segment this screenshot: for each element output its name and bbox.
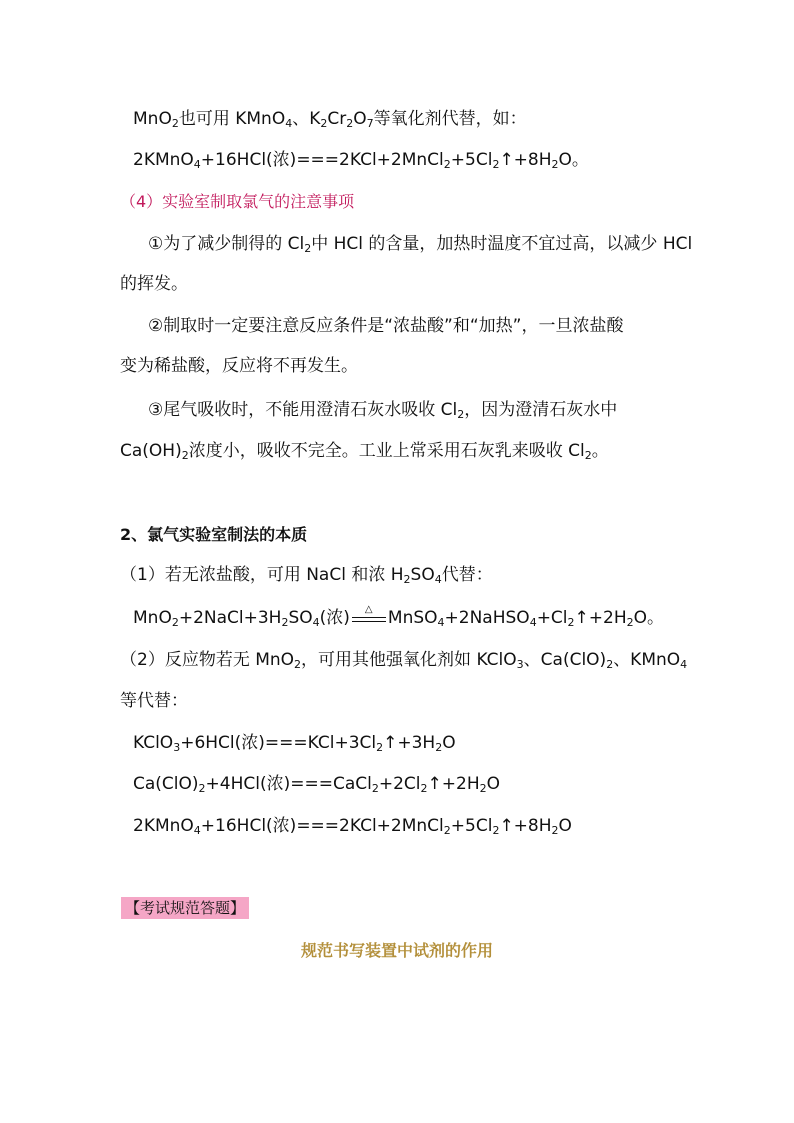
note-2-cont: 变为稀盐酸，反应将不再发生。 (120, 356, 358, 376)
note-3-cont: $Ca(OH)_2$浓度小，吸收不完全。工业上常采用石灰乳来吸收 $Cl_2$。 (120, 441, 609, 462)
equation-kclo3: KClO$_3$+6HCl(浓)$===KCl+3Cl_2↑+3H_2O$ (133, 733, 456, 754)
heating-equals-sign: △ (352, 611, 386, 625)
exam-tag: 【考试规范答题】 (121, 897, 249, 919)
line-1: MnO$_2$也可用 KMnO$_4$、$K_2Cr_2O_7$等氧化剂代替，如： (133, 109, 527, 130)
note-1-cont: 的挥发。 (120, 274, 188, 294)
section-heading: 规范书写装置中试剂的作用 (300, 941, 493, 960)
item-2-cont: 等代替： (120, 691, 188, 711)
note-1: ①为了减少制得的 $Cl_2$中 HCl 的含量，加热时温度不宜过高，以减少 HCl (148, 234, 693, 255)
section-4-title: （4）实验室制取氯气的注意事项 (120, 192, 355, 211)
note-2: ②制取时一定要注意反应条件是“浓盐酸”和“加热”，一旦浓盐酸 (148, 316, 624, 336)
note-3: ③尾气吸收时，不能用澄清石灰水吸收 $Cl_2$，因为澄清石灰水中 (148, 400, 618, 421)
equation-kmno4-1: 2KMnO$_4$+16HCl(浓)$===2KCl+2MnCl_2+5Cl_2↑+8H_2O$。 (133, 150, 589, 171)
section-2-title: 2、氯气实验室制法的本质 (120, 525, 308, 544)
item-2: （2）反应物若无 MnO$_2$，可用其他强氧化剂如 KClO$_3$、$Ca(ClO)_2$、KMnO$_4$ (120, 650, 688, 671)
equation-kmno4-2: 2KMnO$_4$+16HCl(浓)$===2KCl+2MnCl_2+5Cl_2↑+8H_2O$ (133, 816, 572, 837)
item-1: （1）若无浓盐酸，可用 NaCl 和浓 $H_2SO_4$代替： (120, 565, 493, 586)
equation-nacl: $MnO_2+2NaCl+3H_2SO_4$(浓) △ $MnSO_4+2NaHSO_4+Cl_2↑+2H_2O$。 (133, 604, 665, 629)
equation-caclo2: $Ca(ClO)_2+4HCl$(浓)$===CaCl_2+2Cl_2↑+2H_2O$ (133, 774, 500, 795)
